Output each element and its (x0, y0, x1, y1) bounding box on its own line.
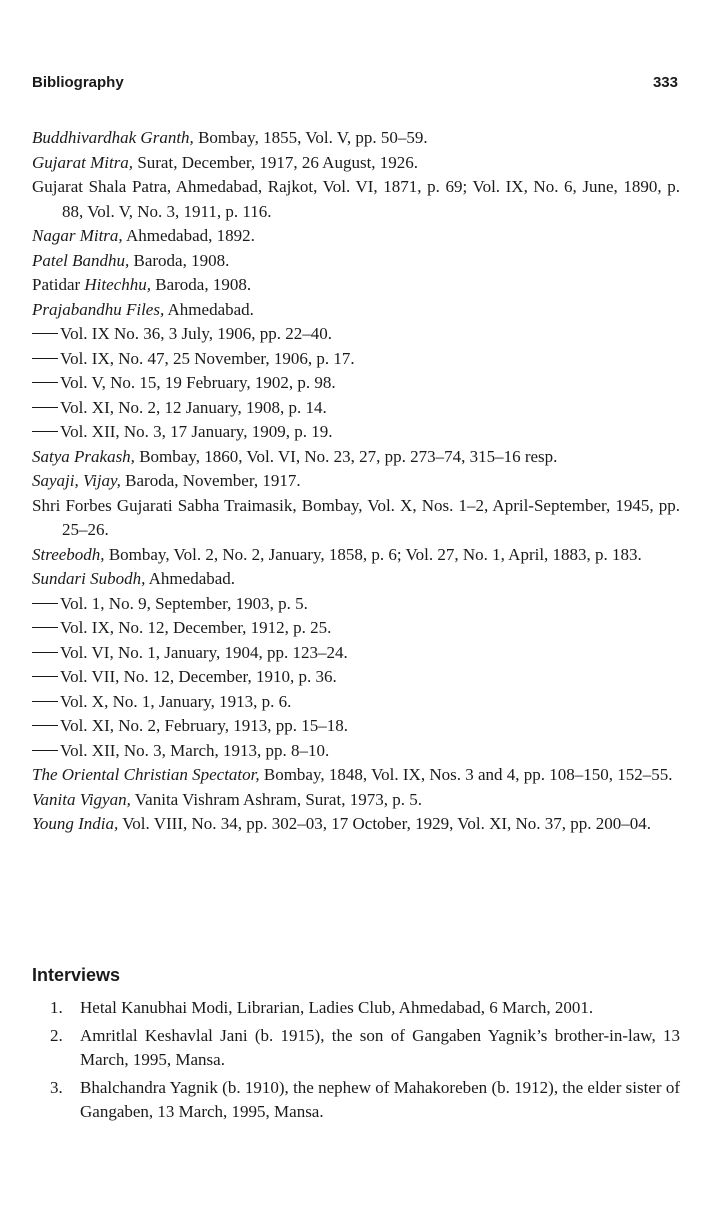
entry-details: Bombay, 1855, Vol. V, pp. 50–59. (193, 128, 428, 147)
entry-details: Vol. V, No. 15, 19 February, 1902, p. 98. (60, 373, 336, 392)
entry-title: Streebodh, (32, 544, 105, 564)
entry-details: Baroda, November, 1917. (120, 471, 301, 490)
bibliography-entry (32, 298, 680, 323)
interview-item (32, 1076, 680, 1125)
em-dash-rule (32, 382, 58, 383)
bibliography-entry (32, 347, 680, 372)
entry-title: The Oriental Christian Spectator, (32, 765, 260, 784)
entry-details: Bombay, 1860, Vol. VI, No. 23, 27, pp. 273–74, 315–16 resp. (134, 446, 558, 466)
bibliography-entry (32, 592, 680, 617)
entry-title: Nagar Mitra, (32, 226, 123, 245)
bibliography-entry (32, 420, 680, 445)
bibliography-entry (32, 763, 680, 788)
entry-details: Vol. XII, No. 3, March, 1913, pp. 8–10. (60, 740, 330, 760)
entry-title: Sundari Subodh, (32, 569, 146, 588)
em-dash-rule (32, 603, 58, 604)
entry-details: Surat, December, 1917, 26 August, 1926. (133, 152, 419, 172)
bibliography-entry (32, 371, 680, 396)
em-dash-rule (32, 750, 58, 751)
entry-title: Prajabandhu Files, (32, 299, 165, 319)
em-dash-rule (32, 652, 58, 653)
entry-details: Ahmedabad, 1892. (122, 226, 255, 245)
em-dash-rule (32, 358, 58, 359)
entry-details: Vol. VI, No. 1, January, 1904, pp. 123–24. (60, 642, 348, 662)
entry-title: Buddhivardhak Granth, (32, 128, 194, 147)
bibliography-entry (32, 812, 680, 837)
entry-title: Hitechhu, (84, 275, 151, 294)
bibliography-entry (32, 690, 680, 715)
bibliography-list (32, 126, 680, 837)
bibliography-entry (32, 322, 680, 347)
em-dash-rule (32, 431, 58, 432)
bibliography-entry (32, 543, 680, 568)
interview-number: 3. (50, 1077, 63, 1097)
bibliography-entry (32, 224, 680, 249)
entry-details: Vol. IX, No. 12, December, 1912, p. 25. (60, 618, 332, 637)
entry-details: Bombay, 1848, Vol. IX, Nos. 3 and 4, pp. 108–150, 152–55. (259, 765, 673, 784)
interview-number: 2. (50, 1025, 63, 1045)
interviews-heading: Interviews (32, 965, 121, 985)
interview-text: Bhalchandra Yagnik (b. 1910), the nephew of Mahakoreben (b. 1912), the elder sister of Gangaben, 13 March, 1995, Mansa. (80, 1077, 680, 1121)
entry-details: Vol. XI, No. 2, February, 1913, pp. 15–18. (60, 716, 349, 735)
bibliography-entry (32, 494, 680, 543)
bibliography-entry (32, 469, 680, 494)
entry-details: Vol. 1, No. 9, September, 1903, p. 5. (60, 593, 308, 613)
running-header (32, 64, 678, 104)
entry-details: Baroda, 1908. (150, 275, 252, 294)
bibliography-entry (32, 445, 680, 470)
entry-details: Vol. IX No. 36, 3 July, 1906, pp. 22–40. (60, 324, 333, 343)
entry-title: Sayaji, Vijay, (32, 471, 121, 490)
entry-details: Ahmedabad. (145, 569, 236, 588)
bibliography-entry (32, 616, 680, 641)
entry-text: Shri Forbes Gujarati Sabha Traimasik, Bombay, Vol. X, Nos. 1–2, April-September, 1945, pp. 25–26. (32, 495, 680, 539)
interview-text: Amritlal Keshavlal Jani (b. 1915), the son of Gangaben Yagnik’s brother-in-law, 13 March, 1995, Mansa. (80, 1025, 680, 1069)
entry-details: Vol. XII, No. 3, 17 January, 1909, p. 19. (60, 422, 333, 441)
em-dash-rule (32, 701, 58, 702)
bibliography-entry (32, 273, 680, 298)
entry-details: Ahmedabad. (164, 299, 254, 319)
bibliography-entry (32, 249, 680, 274)
interviews-list (32, 996, 680, 1128)
entry-title: Vanita Vigyan, (32, 789, 131, 809)
em-dash-rule (32, 407, 58, 408)
bibliography-entry (32, 151, 680, 176)
em-dash-rule (32, 725, 58, 726)
section-title: Bibliography (32, 74, 124, 91)
entry-title: Satya Prakash, (32, 446, 135, 466)
bibliography-entry (32, 567, 680, 592)
bibliography-entry (32, 739, 680, 764)
entry-text: Patidar (32, 275, 85, 294)
entry-details: Vol. VIII, No. 34, pp. 302–03, 17 October, 1929, Vol. XI, No. 37, pp. 200–04. (118, 814, 652, 833)
bibliography-entry (32, 788, 680, 813)
bibliography-entry (32, 714, 680, 739)
em-dash-rule (32, 333, 58, 334)
interview-number: 1. (50, 998, 63, 1017)
entry-title: Gujarat Mitra, (32, 152, 134, 172)
entry-details: Baroda, 1908. (129, 250, 230, 270)
bibliography-entry (32, 175, 680, 224)
page-number: 333 (652, 74, 678, 91)
bibliography-entry (32, 396, 680, 421)
entry-details: Vol. X, No. 1, January, 1913, p. 6. (60, 691, 292, 711)
interview-item (32, 996, 680, 1021)
entry-details: Vol. XI, No. 2, 12 January, 1908, p. 14. (60, 397, 327, 417)
entry-details: Vanita Vishram Ashram, Surat, 1973, p. 5. (130, 789, 422, 809)
bibliography-entry (32, 641, 680, 666)
interview-text: Hetal Kanubhai Modi, Librarian, Ladies Club, Ahmedabad, 6 March, 2001. (80, 998, 594, 1017)
em-dash-rule (32, 676, 58, 677)
interview-item (32, 1024, 680, 1073)
entry-details: Vol. IX, No. 47, 25 November, 1906, p. 17. (60, 348, 355, 368)
entry-details: Bombay, Vol. 2, No. 2, January, 1858, p. 6; Vol. 27, No. 1, April, 1883, p. 183. (104, 544, 642, 564)
entry-details: Vol. VII, No. 12, December, 1910, p. 36. (60, 667, 337, 686)
entry-title: Patel Bandhu, (32, 250, 130, 270)
entry-text: Gujarat Shala Patra, Ahmedabad, Rajkot, Vol. VI, 1871, p. 69; Vol. IX, No. 6, June, 1890, p. 88, Vol. V, No. 3, 1911, p. 116. (32, 177, 680, 221)
em-dash-rule (32, 627, 58, 628)
bibliography-entry (32, 126, 680, 151)
bibliography-entry (32, 665, 680, 690)
entry-title: Young India, (32, 814, 119, 833)
